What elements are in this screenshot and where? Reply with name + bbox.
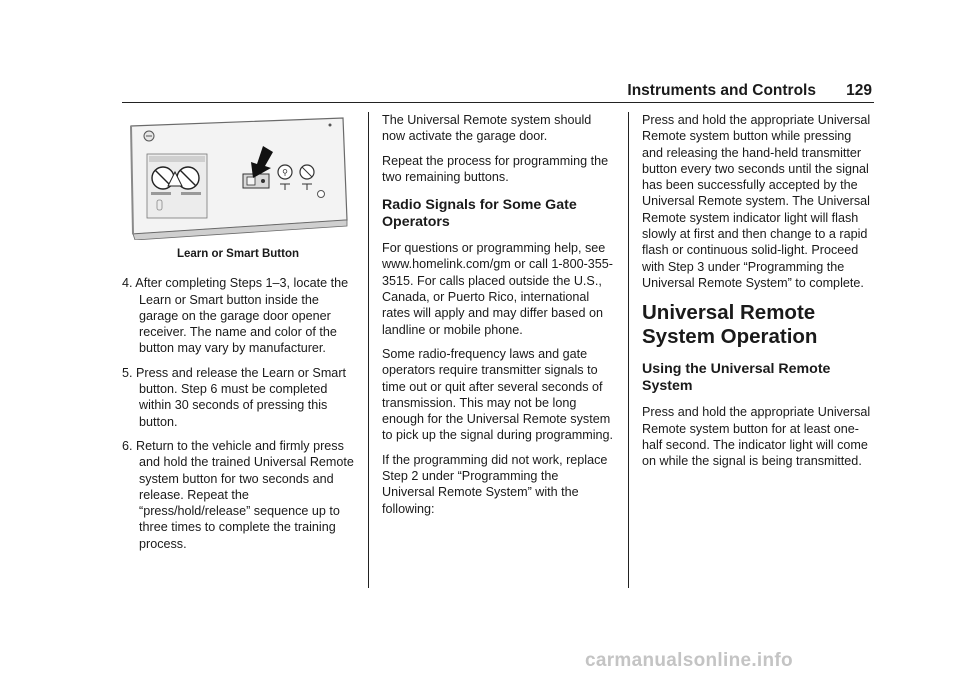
- figure-caption: Learn or Smart Button: [176, 248, 300, 260]
- learn-button-figure: [125, 112, 350, 240]
- step-6: 6. Return to the vehicle and firmly press and hold the trained Universal Remote system button for two seconds and release. Repeat the “press/hold/release” sequence up to three times to complete the training process.: [122, 438, 354, 551]
- paragraph: If the programming did not work, replace Step 2 under “Programming the Universal Remote System” with the following:: [382, 452, 608, 516]
- section-heading: Using the Universal Remote System: [642, 361, 831, 395]
- page-header: [122, 80, 874, 103]
- section-heading: Radio Signals for Some Gate Operators: [382, 197, 577, 231]
- svg-text:⚲: ⚲: [282, 168, 288, 177]
- major-heading: Universal Remote System Operation: [642, 301, 818, 349]
- paragraph: For questions or programming help, see www.homelink.com/gm or call 1-800-355-3515. For calls placed outside the U.S., Canada, or Puerto Rico, international rates will apply and may differ based on landline or mobile phone.: [382, 241, 613, 337]
- page-number: 129: [846, 82, 872, 99]
- column-1: [122, 112, 354, 560]
- column-2: [382, 112, 614, 525]
- warning-label: [147, 154, 207, 218]
- column-3: [642, 112, 874, 477]
- garage-opener-illustration: [125, 112, 350, 240]
- column-divider-left: [368, 112, 369, 588]
- paragraph: Some radio-frequency laws and gate operators require transmitter signals to time out or quit after several seconds of transmission. This may not be long enough for the Universal Remote system to pick up the signal during programming.: [382, 346, 614, 443]
- paragraph: Press and hold the appropriate Universal Remote system button while pressing and releasing the hand-held transmitter button every two seconds until the signal has been successfully accepted by the Universal Remote system. The Universal Remote system indicator light will flash slowly at first and then change to a rapid flash or continuous solid-light. Proceed with Step 3 under “Programming the Universal Remote System” to complete.: [642, 113, 871, 290]
- section-title: Instruments and Controls: [627, 82, 816, 99]
- paragraph: The Universal Remote system should now activate the garage door.: [382, 113, 592, 144]
- step-5: 5. Press and release the Learn or Smart button. Step 6 must be completed within 30 seconds of pressing this button.: [122, 365, 347, 429]
- watermark: carmanualsonline.info: [585, 650, 793, 671]
- paragraph: Press and hold the appropriate Universal Remote system button for at least one-half second. The indicator light will come on while the signal is being transmitted.: [642, 405, 871, 469]
- column-divider-right: [628, 112, 629, 588]
- paragraph: Repeat the process for programming the two remaining buttons.: [382, 153, 609, 184]
- step-4: 4. After completing Steps 1–3, locate the Learn or Smart button inside the garage on the garage door opener receiver. The name and color of the button may vary by manufacturer.: [122, 276, 349, 356]
